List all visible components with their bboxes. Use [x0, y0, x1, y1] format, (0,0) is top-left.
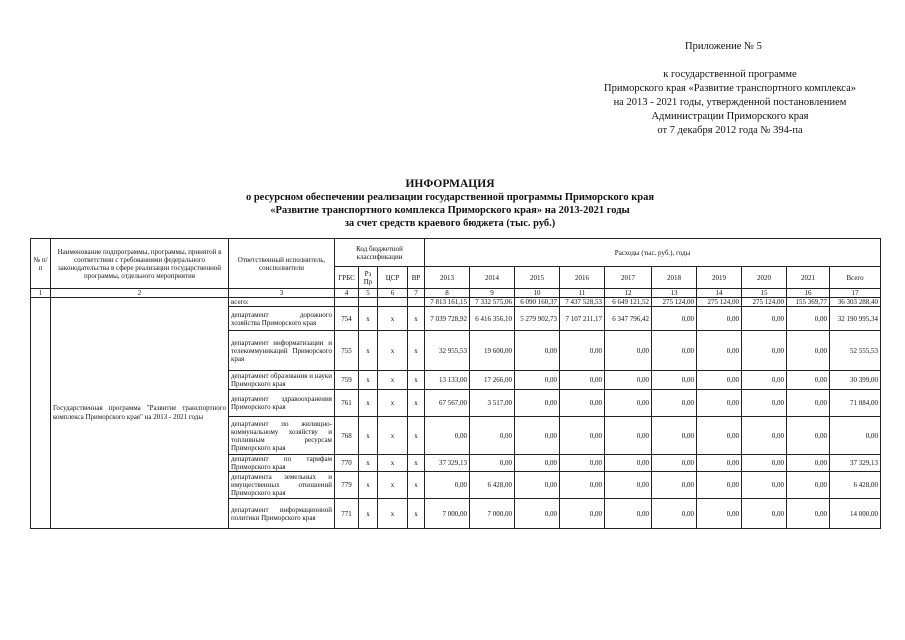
column-index: 14	[697, 289, 742, 298]
column-index: 15	[742, 289, 787, 298]
grbs-cell: 779	[335, 472, 359, 499]
rzpr-cell: x	[359, 417, 378, 455]
row-number	[31, 298, 51, 529]
appendix-line: Приморского края «Развитие транспортного комплекса»	[603, 83, 856, 94]
amount-cell: 3 517,00	[470, 390, 515, 417]
column-index: 1	[31, 289, 51, 298]
csr-cell: x	[378, 417, 408, 455]
amount-cell: 67 567,00	[425, 390, 470, 417]
csr-cell: x	[378, 455, 408, 472]
column-index: 17	[830, 289, 881, 298]
amount-cell: 0,00	[560, 390, 605, 417]
column-index: 2	[51, 289, 229, 298]
amount-cell: 0,00	[742, 472, 787, 499]
amount-cell: 0,00	[515, 371, 560, 390]
executor-cell: департамент по тарифам Приморского края	[229, 455, 335, 472]
rzpr-cell: x	[359, 455, 378, 472]
header-vr: ВР	[408, 267, 425, 289]
amount-cell: 0,00	[515, 499, 560, 529]
rzpr-cell: x	[359, 331, 378, 371]
csr-cell	[378, 298, 408, 307]
amount-cell: 0,00	[470, 417, 515, 455]
amount-cell: 0,00	[787, 499, 830, 529]
amount-cell: 32 955,53	[425, 331, 470, 371]
header-year: 2016	[560, 267, 605, 289]
amount-cell: 0,00	[652, 417, 697, 455]
total-cell: 14 000,00	[830, 499, 881, 529]
executor-cell: департамент информационной политики Приморского края	[229, 499, 335, 529]
csr-cell: x	[378, 499, 408, 529]
amount-cell: 0,00	[697, 390, 742, 417]
amount-cell: 7 107 211,17	[560, 307, 605, 331]
column-index: 7	[408, 289, 425, 298]
column-index: 13	[652, 289, 697, 298]
appendix-line: от 7 декабря 2012 года № 394-па	[657, 125, 803, 136]
amount-cell: 0,00	[742, 455, 787, 472]
header-spend: Расходы (тыс. руб.), годы	[425, 239, 881, 267]
column-index: 6	[378, 289, 408, 298]
amount-cell: 0,00	[515, 455, 560, 472]
amount-cell: 0,00	[652, 371, 697, 390]
amount-cell: 0,00	[787, 307, 830, 331]
amount-cell: 275 124,00	[652, 298, 697, 307]
amount-cell: 0,00	[697, 331, 742, 371]
vr-cell: x	[408, 499, 425, 529]
amount-cell: 7 813 161,15	[425, 298, 470, 307]
heading-line: «Развитие транспортного комплекса Приморского края» на 2013-2021 годы	[270, 205, 630, 216]
amount-cell: 0,00	[652, 307, 697, 331]
amount-cell: 5 279 902,73	[515, 307, 560, 331]
amount-cell: 0,00	[605, 417, 652, 455]
grbs-cell: 768	[335, 417, 359, 455]
column-index-row	[31, 289, 881, 298]
csr-cell: x	[378, 371, 408, 390]
header-code: Код бюджетной классификации	[335, 239, 425, 267]
amount-cell: 0,00	[742, 307, 787, 331]
amount-cell: 0,00	[605, 455, 652, 472]
column-index: 8	[425, 289, 470, 298]
executor-cell: всего:	[229, 298, 335, 307]
amount-cell: 7 000,00	[470, 499, 515, 529]
column-index: 9	[470, 289, 515, 298]
header-grbs: ГРБС	[335, 267, 359, 289]
header-csr: ЦСР	[378, 267, 408, 289]
heading-line: за счет средств краевого бюджета (тыс. руб.)	[344, 218, 556, 229]
amount-cell: 6 416 356,10	[470, 307, 515, 331]
header-year: 2017	[605, 267, 652, 289]
amount-cell: 17 266,00	[470, 371, 515, 390]
amount-cell: 0,00	[560, 371, 605, 390]
amount-cell: 0,00	[652, 472, 697, 499]
header-total: Всего	[830, 267, 881, 289]
csr-cell: x	[378, 390, 408, 417]
amount-cell: 0,00	[697, 307, 742, 331]
amount-cell: 19 600,00	[470, 331, 515, 371]
grbs-cell	[335, 298, 359, 307]
amount-cell: 0,00	[652, 499, 697, 529]
amount-cell: 0,00	[652, 331, 697, 371]
header-year: 2020	[742, 267, 787, 289]
vr-cell	[408, 298, 425, 307]
amount-cell: 37 329,13	[425, 455, 470, 472]
total-cell: 36 303 288,40	[830, 298, 881, 307]
amount-cell: 0,00	[605, 371, 652, 390]
amount-cell: 0,00	[425, 417, 470, 455]
grbs-cell: 754	[335, 307, 359, 331]
amount-cell: 0,00	[697, 499, 742, 529]
appendix-line: к государственной программе	[663, 69, 797, 80]
column-index: 16	[787, 289, 830, 298]
rzpr-cell: x	[359, 390, 378, 417]
amount-cell: 0,00	[787, 331, 830, 371]
vr-cell: x	[408, 455, 425, 472]
amount-cell: 0,00	[787, 417, 830, 455]
amount-cell: 0,00	[787, 390, 830, 417]
total-cell: 52 555,53	[830, 331, 881, 371]
vr-cell: x	[408, 472, 425, 499]
rzpr-cell: x	[359, 371, 378, 390]
amount-cell: 0,00	[560, 472, 605, 499]
total-cell: 0,00	[830, 417, 881, 455]
amount-cell: 6 090 160,37	[515, 298, 560, 307]
total-cell: 6 428,00	[830, 472, 881, 499]
vr-cell: x	[408, 390, 425, 417]
header-num: № п/п	[31, 239, 51, 289]
amount-cell: 0,00	[515, 417, 560, 455]
amount-cell: 0,00	[697, 417, 742, 455]
column-index: 10	[515, 289, 560, 298]
appendix-block	[600, 40, 860, 138]
amount-cell: 0,00	[697, 371, 742, 390]
header-year: 2014	[470, 267, 515, 289]
amount-cell: 0,00	[560, 417, 605, 455]
heading-line: о ресурсном обеспечении реализации государственной программы Приморского края	[245, 192, 655, 203]
amount-cell: 7 332 575,06	[470, 298, 515, 307]
amount-cell: 0,00	[560, 455, 605, 472]
grbs-cell: 759	[335, 371, 359, 390]
amount-cell: 0,00	[605, 390, 652, 417]
csr-cell: x	[378, 331, 408, 371]
header-year: 2019	[697, 267, 742, 289]
executor-cell: департамент здравоохранения Приморского края	[229, 390, 335, 417]
amount-cell: 6 649 121,52	[605, 298, 652, 307]
amount-cell: 275 124,00	[697, 298, 742, 307]
rzpr-cell: x	[359, 472, 378, 499]
amount-cell: 0,00	[560, 499, 605, 529]
executor-cell: департамент информатизации и телекоммуникаций Приморского края	[229, 331, 335, 371]
document-title: ИНФОРМАЦИЯ	[405, 178, 495, 190]
program-name: Государственная программа "Развитие транспортного комплекса Приморского края" на 2013 - 2021 годы	[51, 298, 229, 529]
amount-cell: 0,00	[697, 455, 742, 472]
header-exec: Ответственный исполнитель, соисполнители	[229, 239, 335, 289]
amount-cell: 7 000,00	[425, 499, 470, 529]
vr-cell: x	[408, 371, 425, 390]
column-index: 12	[605, 289, 652, 298]
appendix-line: на 2013 - 2021 годы, утвержденной постановлением	[613, 97, 847, 108]
executor-cell: департамент дорожного хозяйства Приморского края	[229, 307, 335, 331]
amount-cell: 0,00	[515, 390, 560, 417]
amount-cell: 0,00	[787, 472, 830, 499]
total-cell: 30 399,00	[830, 371, 881, 390]
amount-cell: 0,00	[560, 331, 605, 371]
grbs-cell: 771	[335, 499, 359, 529]
rzpr-cell: x	[359, 307, 378, 331]
amount-cell: 0,00	[742, 499, 787, 529]
executor-cell: департамента земельных и имущественных отношений Приморского края	[229, 472, 335, 499]
amount-cell: 0,00	[425, 472, 470, 499]
total-cell: 32 190 995,34	[830, 307, 881, 331]
header-name: Наименование подпрограммы, программы, принятой в соответствии с требованиями федерального законодательства в сфере реализации государственной программы, отдельного мероприятия	[51, 239, 229, 289]
vr-cell: x	[408, 417, 425, 455]
appendix-line: Администрации Приморского края	[651, 111, 809, 122]
appendix-number: Приложение № 5	[685, 41, 762, 52]
csr-cell: x	[378, 307, 408, 331]
csr-cell: x	[378, 472, 408, 499]
amount-cell: 0,00	[605, 331, 652, 371]
executor-cell: департамент образования и науки Приморского края	[229, 371, 335, 390]
resource-table	[30, 238, 881, 529]
amount-cell: 7 437 528,53	[560, 298, 605, 307]
amount-cell: 0,00	[787, 455, 830, 472]
header-rzpr: Рз Пр	[359, 267, 378, 289]
document-heading	[140, 178, 760, 230]
header-year: 2018	[652, 267, 697, 289]
column-index: 5	[359, 289, 378, 298]
executor-cell: департамент по жилищно-коммунальному хозяйству и топливным ресурсам Приморского края	[229, 417, 335, 455]
header-year: 2015	[515, 267, 560, 289]
table-body	[31, 298, 881, 529]
header-year: 2021	[787, 267, 830, 289]
amount-cell: 0,00	[515, 331, 560, 371]
rzpr-cell: x	[359, 499, 378, 529]
total-cell: 71 084,00	[830, 390, 881, 417]
grbs-cell: 770	[335, 455, 359, 472]
amount-cell: 6 347 796,42	[605, 307, 652, 331]
column-index: 4	[335, 289, 359, 298]
column-index: 3	[229, 289, 335, 298]
amount-cell: 0,00	[605, 472, 652, 499]
amount-cell: 0,00	[470, 455, 515, 472]
amount-cell: 6 428,00	[470, 472, 515, 499]
amount-cell: 0,00	[605, 499, 652, 529]
amount-cell: 0,00	[742, 390, 787, 417]
header-year: 2013	[425, 267, 470, 289]
rzpr-cell	[359, 298, 378, 307]
grbs-cell: 761	[335, 390, 359, 417]
vr-cell: x	[408, 331, 425, 371]
table-row	[31, 298, 881, 307]
vr-cell: x	[408, 307, 425, 331]
amount-cell: 0,00	[697, 472, 742, 499]
amount-cell: 13 133,00	[425, 371, 470, 390]
amount-cell: 0,00	[742, 371, 787, 390]
amount-cell: 0,00	[742, 331, 787, 371]
amount-cell: 0,00	[652, 390, 697, 417]
amount-cell: 0,00	[652, 455, 697, 472]
amount-cell: 7 039 728,92	[425, 307, 470, 331]
amount-cell: 155 369,77	[787, 298, 830, 307]
grbs-cell: 755	[335, 331, 359, 371]
amount-cell: 275 124,00	[742, 298, 787, 307]
amount-cell: 0,00	[787, 371, 830, 390]
amount-cell: 0,00	[742, 417, 787, 455]
amount-cell: 0,00	[515, 472, 560, 499]
column-index: 11	[560, 289, 605, 298]
total-cell: 37 329,13	[830, 455, 881, 472]
